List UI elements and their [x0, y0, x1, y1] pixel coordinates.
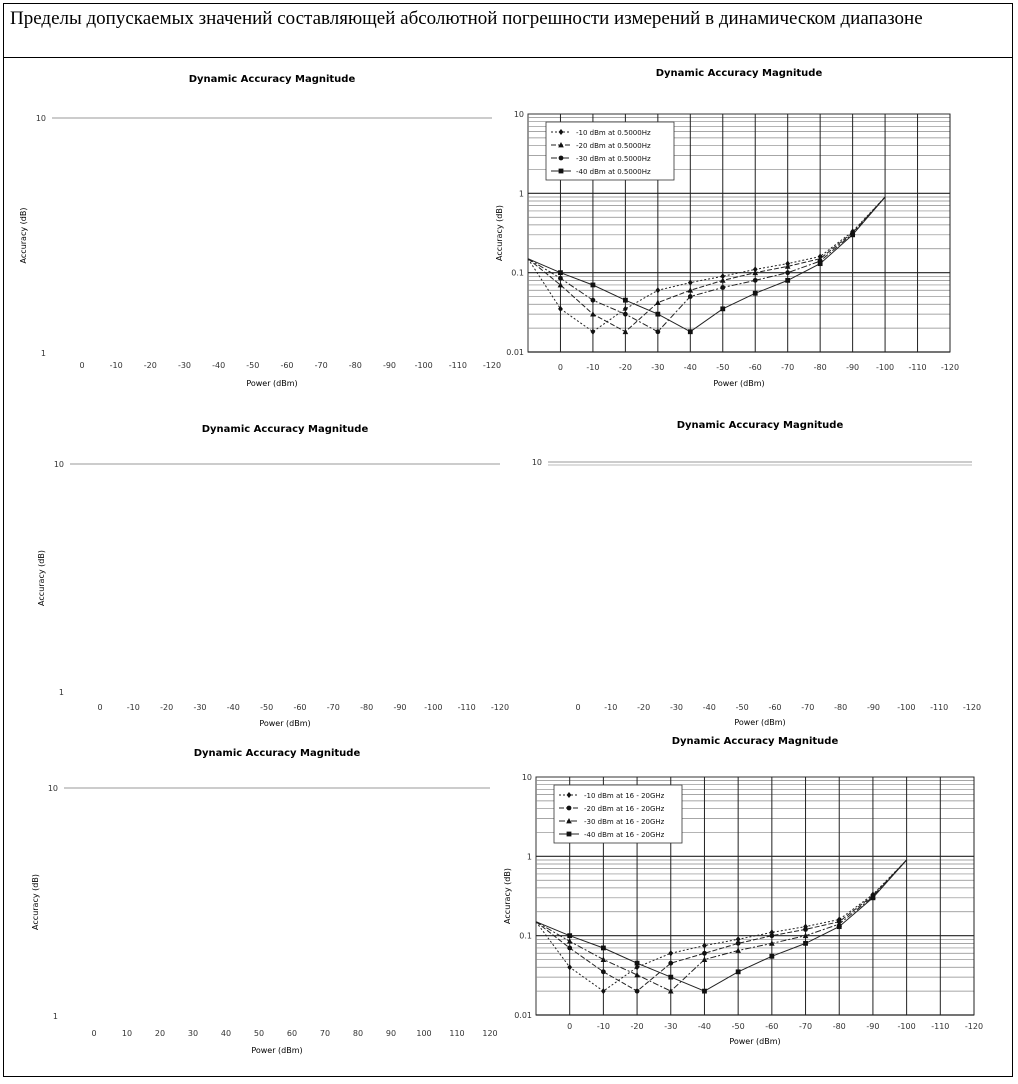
x-tick-label: -60: [748, 363, 762, 372]
x-tick-label: -40: [697, 1022, 712, 1031]
data-point: [720, 285, 725, 290]
x-tick-label: 100: [416, 1029, 432, 1038]
y-tick-label: 10: [47, 784, 58, 793]
data-point: [785, 270, 790, 275]
y-tick-label: 10: [521, 773, 532, 782]
x-tick-label: 110: [449, 1029, 465, 1038]
x-tick-label: -70: [801, 703, 815, 712]
x-tick-label: 0: [567, 1022, 573, 1031]
y-tick-label: 0.01: [514, 1011, 532, 1020]
x-tick-label: -20: [630, 1022, 644, 1031]
y-axis-label: Accuracy (dB): [31, 874, 40, 930]
x-tick-label: -60: [293, 703, 307, 712]
x-tick-label: -30: [651, 363, 665, 372]
x-tick-label: -40: [683, 363, 697, 372]
x-tick-label: -50: [735, 703, 749, 712]
x-tick-label: 0: [97, 703, 103, 712]
legend-entry: -20 dBm at 0.5000Hz: [576, 142, 651, 150]
x-tick-label: 0: [91, 1029, 97, 1038]
chart-svg: [12, 68, 502, 388]
data-point: [769, 954, 774, 959]
y-tick-label: 1: [526, 852, 532, 862]
x-tick-label: -90: [382, 361, 397, 370]
legend-entry: -10 dBm at 16 - 20GHz: [584, 792, 665, 800]
y-tick-label: 1: [518, 189, 524, 199]
x-tick-label: 40: [220, 1029, 232, 1038]
x-tick-label: -50: [716, 363, 730, 372]
x-tick-label: -60: [768, 703, 782, 712]
x-tick-label: 20: [154, 1029, 166, 1038]
chart-title: Dynamic Accuracy Magnitude: [671, 736, 839, 747]
chart-4: [520, 418, 980, 728]
x-tick-label: -80: [348, 361, 362, 370]
data-point: [837, 924, 842, 929]
x-tick-label: 0: [575, 703, 581, 712]
x-tick-label: -120: [964, 1022, 984, 1031]
chart-svg: [30, 420, 510, 730]
x-tick-label: -60: [280, 361, 294, 370]
data-point: [702, 951, 707, 956]
x-tick-label: -40: [702, 703, 716, 712]
y-tick-label: 1: [52, 1012, 58, 1021]
x-tick-label: -100: [414, 361, 433, 370]
chart-5: [28, 744, 498, 1054]
x-axis-label: Power (dBm): [251, 1046, 303, 1055]
x-tick-label: -100: [424, 703, 443, 712]
x-tick-label: 50: [253, 1029, 265, 1038]
data-point: [688, 294, 693, 299]
x-axis-label: Power (dBm): [734, 718, 786, 727]
data-point: [567, 806, 572, 811]
x-tick-label: -90: [846, 363, 860, 372]
x-tick-label: -80: [360, 703, 374, 712]
x-tick-label: -120: [482, 361, 502, 370]
chart-title: Dynamic Accuracy Magnitude: [188, 74, 356, 85]
x-tick-label: -10: [604, 703, 618, 712]
data-point: [591, 298, 596, 303]
x-tick-label: -50: [260, 703, 274, 712]
y-axis-label: Accuracy (dB): [495, 205, 504, 261]
x-axis-label: Power (dBm): [729, 1037, 781, 1046]
y-tick-label: 10: [513, 110, 524, 119]
data-point: [720, 306, 725, 311]
x-tick-label: -40: [212, 361, 226, 370]
x-tick-label: -80: [832, 1022, 846, 1031]
data-point: [785, 278, 790, 283]
x-tick-label: -120: [490, 703, 510, 712]
y-tick-label: 0.1: [519, 931, 532, 941]
x-tick-label: -100: [875, 363, 895, 372]
x-tick-label: 30: [187, 1029, 199, 1038]
data-point: [567, 946, 572, 951]
data-point: [655, 312, 660, 317]
x-tick-label: -30: [669, 703, 684, 712]
x-tick-label: -20: [637, 703, 651, 712]
data-point: [736, 941, 741, 946]
data-point: [558, 270, 563, 275]
data-point: [558, 276, 563, 281]
data-point: [668, 961, 673, 966]
x-tick-label: -70: [326, 703, 340, 712]
x-tick-label: -70: [314, 361, 328, 370]
x-tick-label: -110: [908, 363, 927, 372]
x-tick-label: -10: [586, 363, 600, 372]
data-point: [601, 946, 606, 951]
chart-svg: [520, 418, 980, 728]
x-tick-label: -50: [731, 1022, 745, 1031]
x-tick-label: -20: [143, 361, 157, 370]
data-point: [591, 283, 596, 288]
data-point: [736, 969, 741, 974]
legend-entry: -30 dBm at 0.5000Hz: [576, 155, 651, 163]
x-tick-label: -20: [618, 363, 632, 372]
x-tick-label: -10: [126, 703, 140, 712]
data-point: [871, 895, 876, 900]
data-point: [753, 278, 758, 283]
x-tick-label: -120: [940, 363, 960, 372]
x-axis-label: Power (dBm): [713, 379, 765, 388]
x-tick-label: -70: [798, 1022, 813, 1031]
data-point: [688, 329, 693, 334]
data-point: [559, 169, 564, 174]
y-tick-label: 0.01: [506, 348, 524, 357]
x-tick-label: -110: [448, 361, 467, 370]
y-tick-label: 10: [53, 460, 64, 469]
x-tick-label: -90: [866, 703, 881, 712]
y-axis-label: Accuracy (dB): [503, 868, 512, 924]
data-point: [702, 989, 707, 994]
legend-entry: -20 dBm at 16 - 20GHz: [584, 805, 665, 813]
chart-title: Dynamic Accuracy Magnitude: [676, 420, 844, 431]
data-point: [623, 298, 628, 303]
data-point: [655, 329, 660, 334]
data-point: [668, 975, 673, 980]
x-tick-label: 10: [121, 1029, 133, 1038]
data-point: [635, 989, 640, 994]
chart-title: Dynamic Accuracy Magnitude: [193, 748, 361, 759]
x-tick-label: -70: [781, 363, 795, 372]
x-tick-label: -100: [897, 703, 916, 712]
x-tick-label: -30: [177, 361, 192, 370]
x-tick-label: 0: [557, 363, 564, 372]
legend-entry: -40 dBm at 16 - 20GHz: [584, 831, 665, 839]
legend-entry: -10 dBm at 0.5000Hz: [576, 129, 651, 137]
data-point: [623, 312, 628, 317]
legend-entry: -40 dBm at 0.5000Hz: [576, 168, 651, 176]
chart-6: [503, 733, 984, 1063]
data-point: [818, 261, 823, 266]
y-tick-label: 0.1: [511, 268, 524, 278]
data-point: [601, 969, 606, 974]
chart-svg: [503, 733, 984, 1063]
x-tick-label: 70: [319, 1029, 331, 1038]
x-tick-label: 80: [352, 1029, 364, 1038]
chart-3: [30, 420, 510, 730]
x-tick-label: -110: [931, 1022, 950, 1031]
y-tick-label: 1: [58, 688, 64, 697]
data-point: [769, 933, 774, 938]
chart-svg: [495, 64, 960, 394]
y-axis-label: Accuracy (dB): [19, 207, 28, 264]
x-tick-label: 90: [385, 1029, 397, 1038]
x-tick-label: -10: [109, 361, 123, 370]
y-tick-label: 10: [531, 458, 542, 467]
chart-svg: [28, 744, 498, 1054]
x-tick-label: -100: [897, 1022, 916, 1031]
y-axis-label: Accuracy (dB): [37, 550, 46, 606]
data-point: [803, 941, 808, 946]
x-tick-label: -10: [596, 1022, 610, 1031]
x-tick-label: -90: [393, 703, 407, 712]
x-tick-label: -30: [193, 703, 207, 712]
chart-title: Dynamic Accuracy Magnitude: [201, 424, 369, 435]
x-tick-label: -60: [765, 1022, 779, 1031]
data-point: [753, 291, 758, 296]
x-tick-label: -90: [866, 1022, 880, 1031]
y-tick-label: 10: [35, 114, 46, 123]
x-tick-label: -110: [457, 703, 476, 712]
x-tick-label: 0: [79, 361, 85, 370]
x-axis-label: Power (dBm): [259, 719, 311, 728]
data-point: [803, 927, 808, 932]
x-axis-label: Power (dBm): [246, 379, 298, 388]
data-point: [850, 232, 855, 237]
x-tick-label: -80: [834, 703, 848, 712]
legend-entry: -30 dBm at 16 - 20GHz: [584, 818, 665, 826]
figure-caption: Пределы допускаемых значений составляющей абсолютной погрешности измерений в динамическом диапазоне: [4, 4, 1012, 58]
x-tick-label: -40: [226, 703, 240, 712]
data-point: [559, 156, 564, 161]
data-point: [567, 832, 572, 837]
data-point: [567, 933, 572, 938]
x-tick-label: -30: [664, 1022, 678, 1031]
x-tick-label: -120: [962, 703, 982, 712]
x-tick-label: -80: [813, 363, 827, 372]
x-tick-label: -20: [160, 703, 174, 712]
y-tick-label: 1: [40, 349, 46, 358]
chart-1: [12, 68, 502, 388]
x-tick-label: 60: [286, 1029, 298, 1038]
x-tick-label: -110: [930, 703, 949, 712]
chart-title: Dynamic Accuracy Magnitude: [655, 68, 823, 79]
x-tick-label: 120: [482, 1029, 498, 1038]
chart-2: [495, 64, 960, 394]
x-tick-label: -50: [246, 361, 260, 370]
data-point: [635, 961, 640, 966]
